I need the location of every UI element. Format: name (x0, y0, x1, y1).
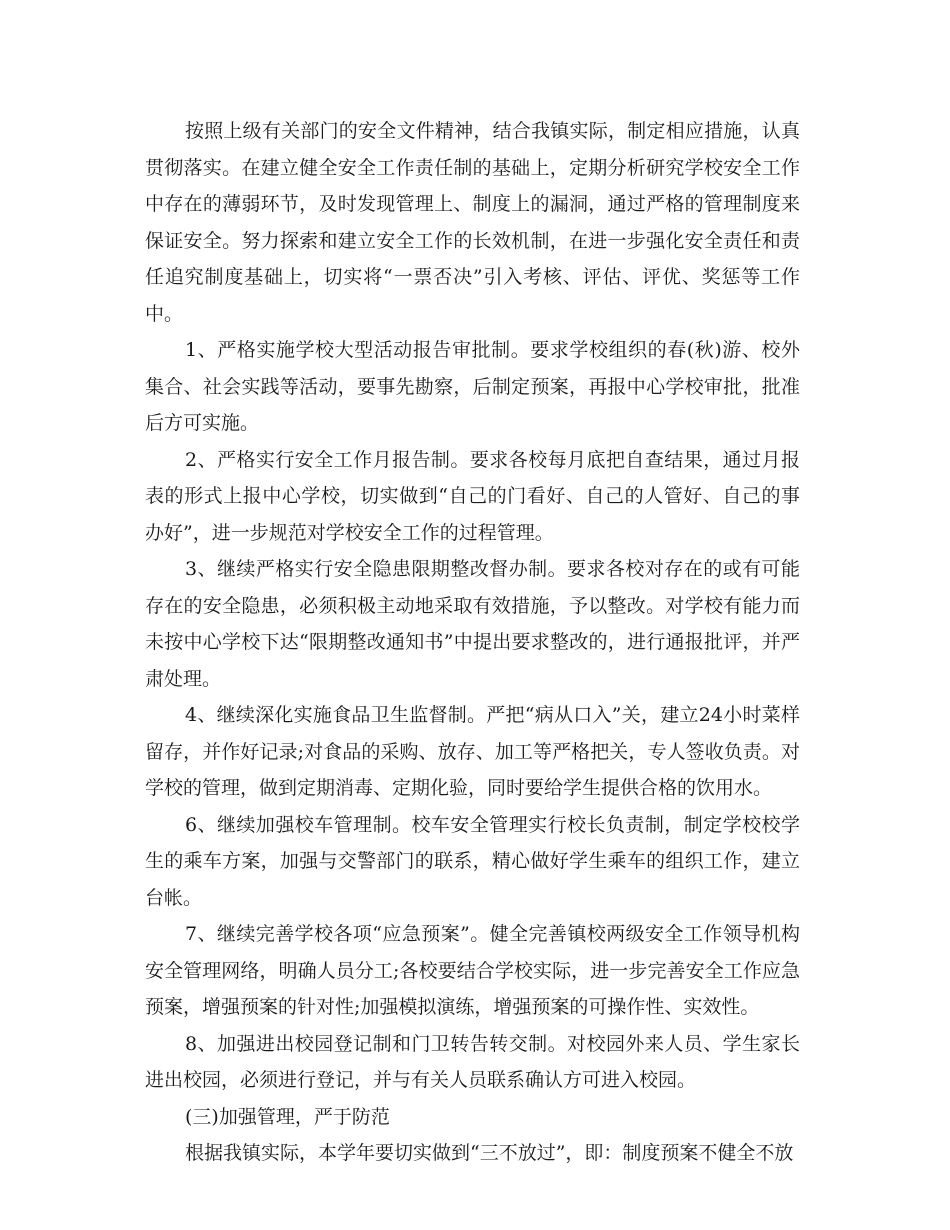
paragraph-item-3: 3、继续严格实行安全隐患限期整改督办制。要求各校对存在的或有可能存在的安全隐患，必须积极主动地采取有效措施，予以整改。对学校有能力而未按中心学校下达“限期整改通知书”中提出要求整改的，进行通报批评，并严肃处理。 (145, 558, 800, 690)
document-body (145, 113, 800, 1172)
paragraph-item-1: 1、严格实施学校大型活动报告审批制。要求学校组织的春(秋)游、校外集合、社会实践等活动，要事先勘察，后制定预案，再报中心学校审批，批准后方可实施。 (145, 339, 800, 434)
paragraph-item-4: 4、继续深化实施食品卫生监督制。严把“病从口入”关，建立24小时菜样留存，并作好记录;对食品的采购、放存、加工等严格把关，专人签收负责。对学校的管理，做到定期消毒、定期化验，同时要给学生提供合格的饮用水。 (145, 704, 800, 799)
section-heading: (三)加强管理，严于防范 (185, 1105, 390, 1128)
paragraph-item-2: 2、严格实行安全工作月报告制。要求各校每月底把自查结果，通过月报表的形式上报中心学校，切实做到“自己的门看好、自己的人管好、自己的事办好”，进一步规范对学校安全工作的过程管理。 (145, 448, 800, 544)
paragraph-closing: 根据我镇实际，本学年要切实做到“三不放过”，即：制度预案不健全不放 (185, 1142, 794, 1164)
paragraph-item-8: 8、加强进出校园登记制和门卫转告转交制。对校园外来人员、学生家长进出校园，必须进行登记，并与有关人员联系确认方可进入校园。 (145, 1032, 800, 1091)
paragraph-intro: 按照上级有关部门的安全文件精神，结合我镇实际，制定相应措施，认真贯彻落实。在建立健全安全工作责任制的基础上，定期分析研究学校安全工作中存在的薄弱环节，及时发现管理上、制度上的漏洞，通过严格的管理制度来保证安全。努力探索和建立安全工作的长效机制，在进一步强化安全责任和责任追究制度基础上，切实将“一票否决”引入考核、评估、评优、奖惩等工作中。 (145, 120, 800, 325)
paragraph-item-6: 6、继续加强校车管理制。校车安全管理实行校长负责制，制定学校校学生的乘车方案，加强与交警部门的联系，精心做好学生乘车的组织工作，建立台帐。 (145, 813, 800, 909)
paragraph-item-7: 7、继续完善学校各项“应急预案”。健全完善镇校两级安全工作领导机构安全管理网络，明确人员分工;各校要结合学校实际，进一步完善安全工作应急预案，增强预案的针对性;加强模拟演练，增强预案的可操作性、实效性。 (145, 923, 800, 1018)
